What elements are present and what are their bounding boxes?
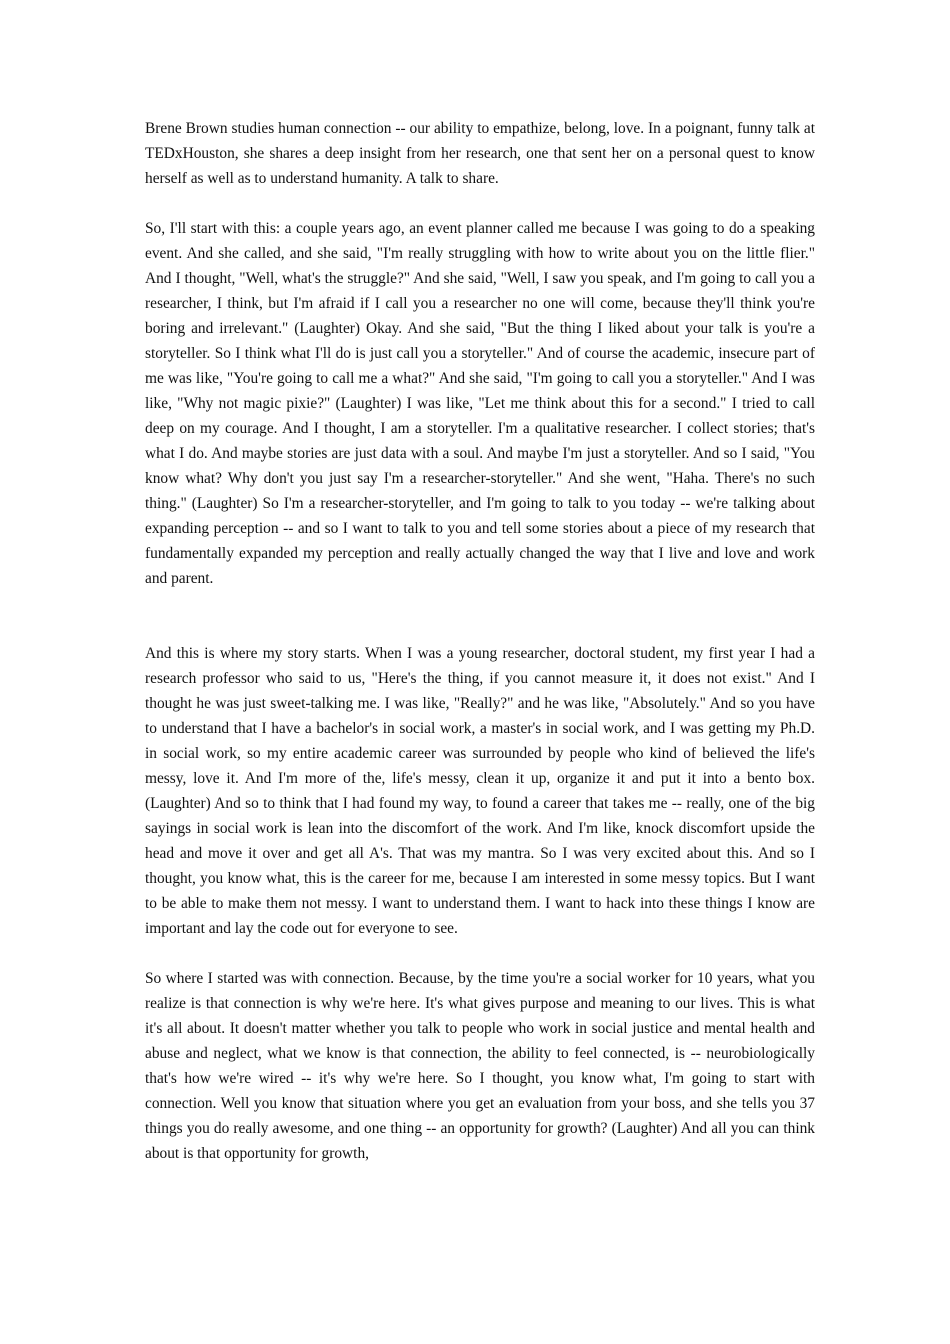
paragraph-connection: So where I started was with connection. Because, by the time you're a social worker for 10 years, what you realize is that connection is why we're here. It's what gives purpose and meaning to our lives. This is what it's all about. It doesn't matter whether you talk to people who work in social justice and mental health and abuse and neglect, what we know is that connection, the ability to feel connected, is -- neurobiologically that's how we're wired -- it's why we're here. So I thought, you know what, I'm going to start with connection. Well you know that situation where you get an evaluation from your boss, and she tells you 37 things you do really awesome, and one thing -- an opportunity for growth? (Laughter) And all you can think about is that opportunity for growth,: [145, 970, 815, 1162]
paragraph-summary: Brene Brown studies human connection -- our ability to empathize, belong, love. In a poignant, funny talk at TEDxHouston, she shares a deep insight from her research, one that sent her on a personal quest to know herself as well as to understand humanity. A talk to share.: [145, 120, 815, 187]
document-page: [145, 116, 815, 1166]
paragraph-gap: [145, 941, 815, 966]
paragraph-gap: [145, 191, 815, 216]
paragraph-gap: [145, 591, 815, 641]
paragraph-research-start: And this is where my story starts. When I was a young researcher, doctoral student, my first year I had a research professor who said to us, "Here's the thing, if you cannot measure it, it does not exist." And I thought he was just sweet-talking me. I was like, "Really?" and he was like, "Absolutely." And so you have to understand that I have a bachelor's in social work, a master's in social work, and I was getting my Ph.D. in social work, so my entire academic career was surrounded by people who kind of believed the life's messy, love it. And I'm more of the, life's messy, clean it up, organize it and put it into a bento box. (Laughter) And so to think that I had found my way, to found a career that takes me -- really, one of the big sayings in social work is lean into the discomfort of the work. And I'm like, knock discomfort upside the head and move it over and get all A's. That was my mantra. So I was very excited about this. And so I thought, you know what, this is the career for me, because I am interested in some messy topics. But I want to be able to make them not messy. I want to understand them. I want to hack into these things I know are important and lay the code out for everyone to see.: [145, 645, 815, 937]
paragraph-intro-story: So, I'll start with this: a couple years ago, an event planner called me because I was going to do a speaking event. And she called, and she said, "I'm really struggling with how to write about you on the little flier." And I thought, "Well, what's the struggle?" And she said, "Well, I saw you speak, and I'm going to call you a researcher, I think, but I'm afraid if I call you a researcher no one will come, because they'll think you're boring and irrelevant." (Laughter) Okay. And she said, "But the thing I liked about your talk is you're a storyteller. So I think what I'll do is just call you a storyteller." And of course the academic, insecure part of me was like, "You're going to call me a what?" And she said, "I'm going to call you a storyteller." And I was like, "Why not magic pixie?" (Laughter) I was like, "Let me think about this for a second." I tried to call deep on my courage. And I thought, I am a storyteller. I'm a qualitative researcher. I collect stories; that's what I do. And maybe stories are just data with a soul. And maybe I'm just a storyteller. And so I said, "You know what? Why don't you just say I'm a researcher-storyteller." And she went, "Haha. There's no such thing." (Laughter) So I'm a researcher-storyteller, and I'm going to talk to you today -- we're talking about expanding perception -- and so I want to talk to you and tell some stories about a piece of my research that fundamentally expanded my perception and really actually changed the way that I live and love and work and parent.: [145, 220, 815, 587]
